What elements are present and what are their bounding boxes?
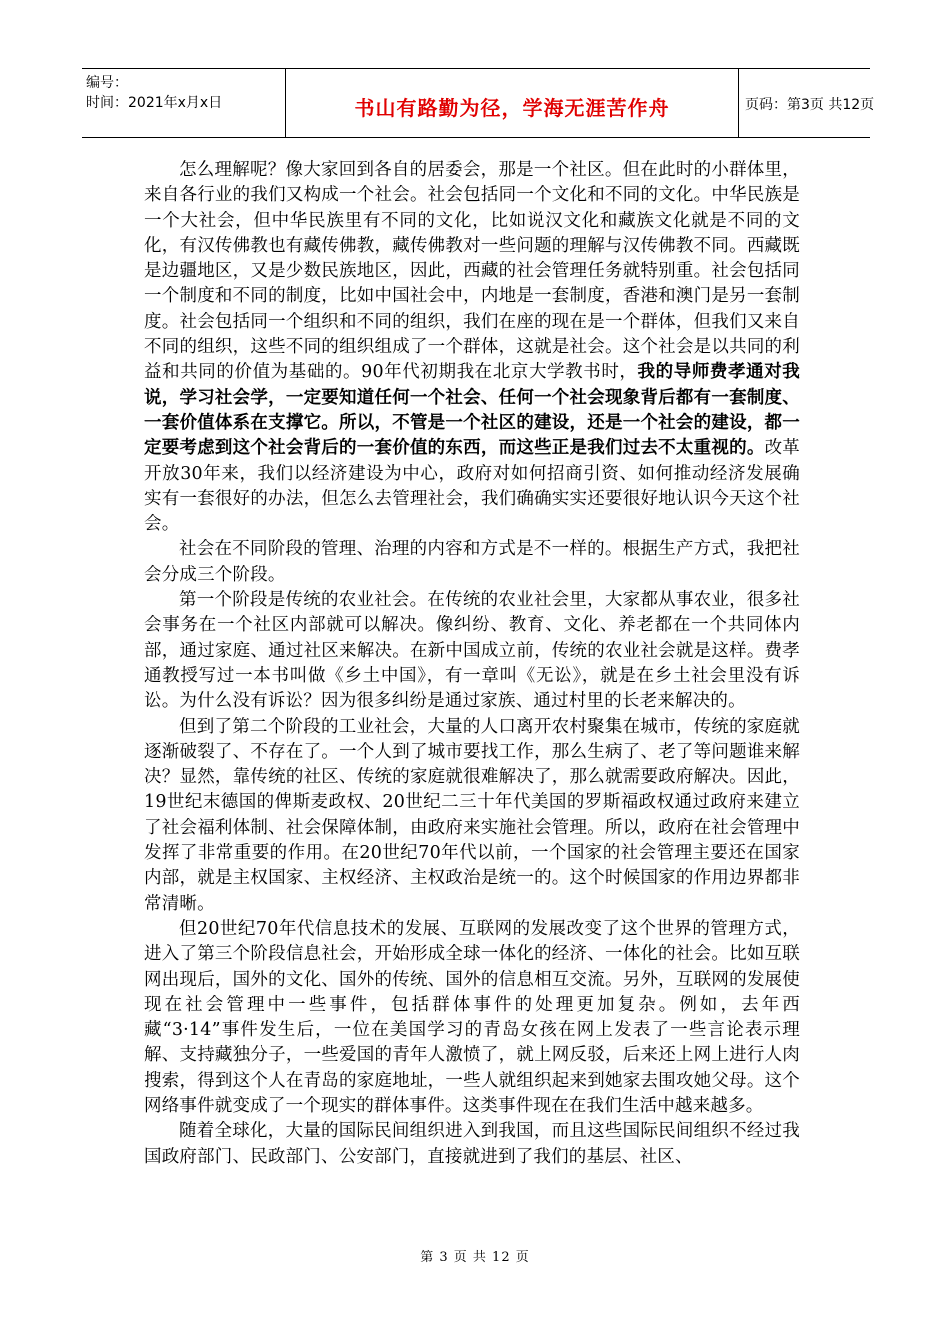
header-motto-cell [286,69,739,137]
paragraph-4: 但到了第二个阶段的工业社会，大量的人口离开农村聚集在城市，传统的家庭就逐渐破裂了、不存在了。一个人到了城市要找工作，那么生病了、老了等问题谁来解决？显然，靠传统的社区、传统的家庭就很难解决了，那么就需要政府解决。因此，19世纪末德国的俾斯麦政权、20世纪二三十年代美国的罗斯福政权通过政府来建立了社会福利体制、社会保障体制，由政府来实施社会管理。所以，政府在社会管理中发挥了非常重要的作用。在20世纪70年代以前，一个国家的社会管理主要还在国家内部，就是主权国家、主权经济、主权政治是统一的。这个时候国家的作用边界都非常清晰。 [144,716,800,914]
paragraph-1 [144,158,800,537]
paragraph-1-bold-quote: 我的导师费孝通对我说，学习社会学，一定要知道任何一个社会、任何一个社会现象背后都有一套制度、一套价值体系在支撑它。所以，不管是一个社区的建设，还是一个社会的建设，都一定要考虑到这个社会背后的一套价值的东西，而这些正是我们过去不太重视的。 [144,362,800,459]
page-footer: 第 3 页 共 12 页 [420,1250,530,1265]
document-number-label: 编号： [86,75,128,91]
header-page-cell [739,69,875,137]
paragraph-6: 随着全球化，大量的国际民间组织进入到我国，而且这些国际民间组织不经过我国政府部门、民政部门、公安部门，直接就进到了我们的基层、社区、 [144,1121,800,1167]
document-body [144,158,800,1170]
paragraph-1-text-before: 怎么理解呢？像大家回到各自的居委会，那是一个社区。但在此时的小群体里，来自各行业的我们又构成一个社会。社会包括同一个文化和不同的文化。中华民族是一个大社会，但中华民族里有不同的文化，比如说汉文化和藏族文化就是不同的文化，有汉传佛教也有藏传佛教，藏传佛教对一些问题的理解与汉传佛教不同。西藏既是边疆地区，又是少数民族地区，因此，西藏的社会管理任务就特别重。社会包括同一个制度和不同的制度，比如中国社会中，内地是一套制度，香港和澳门是另一套制度。社会包括同一个组织和不同的组织，我们在座的现在是一个群体，但我们又来自不同的组织，这些不同的组织组成了一个群体，这就是社会。这个社会是以共同的利益和共同的价值为基础的。90年代初期我在北京大学教书时， [144,160,800,383]
document-time-label: 时间：2021年x月x日 [86,95,223,111]
header-motto: 书山有路勤为径，学海无涯苦作舟 [354,96,670,120]
paragraph-5: 但20世纪70年代信息技术的发展、互联网的发展改变了这个世界的管理方式，进入了第三个阶段信息社会，开始形成全球一体化的经济、一体化的社会。比如互联网出现后，国外的文化、国外的传统、国外的信息相互交流。另外，互联网的发展使现在社会管理中一些事件，包括群体事件的处理更加复杂。例如，去年西藏“3·14”事件发生后，一位在美国学习的青岛女孩在网上发表了一些言论表示理解、支持藏独分子，一些爱国的青年人激愤了，就上网反驳，后来还上网上进行人肉搜索，得到这个人在青岛的家庭地址，一些人就组织起来到她家去围攻她父母。这个网络事件就变成了一个现实的群体事件。这类事件现在在我们生活中越来越多。 [144,918,800,1116]
header-page-info: 页码：第3页 共12页 [745,97,875,113]
header-meta-cell [82,69,286,137]
document-header [82,68,875,138]
paragraph-2: 社会在不同阶段的管理、治理的内容和方式是不一样的。根据生产方式，我把社会分成三个阶段。 [144,539,800,585]
paragraph-1-text-after: 改革开放30年来，我们以经济建设为中心，政府对如何招商引资、如何推动经济发展确实有一套很好的办法，但怎么去管理社会，我们确确实实还要很好地认识今天这个社会。 [144,438,800,535]
paragraph-3: 第一个阶段是传统的农业社会。在传统的农业社会里，大家都从事农业，很多社会事务在一个社区内部就可以解决。像纠纷、教育、文化、养老都在一个共同体内部，通过家庭、通过社区来解决。在新中国成立前，传统的农业社会就是这样。费孝通教授写过一本书叫做《乡土中国》，有一章叫《无讼》，就是在乡土社会里没有诉讼。为什么没有诉讼？因为很多纠纷是通过家族、通过村里的长老来解决的。 [144,590,800,712]
